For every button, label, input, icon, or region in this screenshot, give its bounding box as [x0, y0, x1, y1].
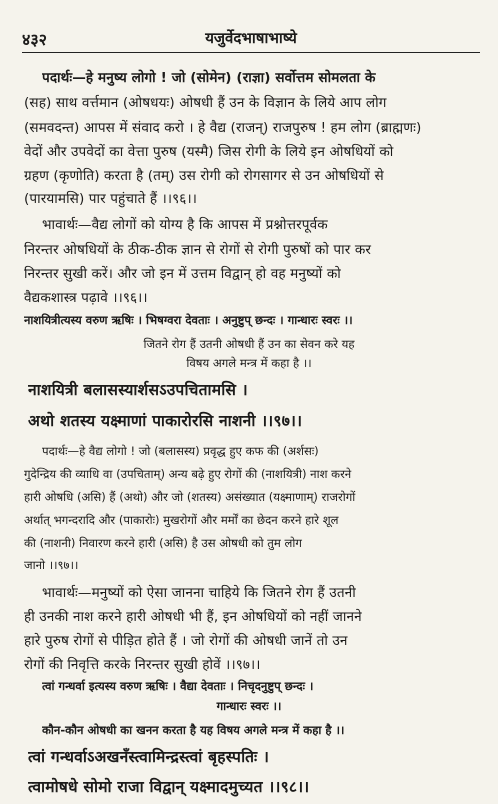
padartha-96-line-2: (सह) साथ वर्त्तमान (ओषधयः) ओषधी हैं उन के विज्ञान के लिये आप लोग: [24, 95, 387, 111]
bhavartha-97-line-1: भावार्थः—मनुष्यों को ऐसा जानना चाहिये कि जितने रोग हैं उतनी: [42, 585, 356, 601]
padartha-97-line-6: जानो ।।९७।।: [24, 558, 79, 572]
topic-97-line-2: विषय अगले मन्त्र में कहा है ।।: [186, 356, 312, 370]
padartha-96-line-6: (पारयामसि) पार पहुंचाते हैं ।।९६।।: [24, 191, 197, 207]
padartha-97-line-1: पदार्थः—हे वैद्य लोगो ! जो (बलासस्य) प्रवृद्ध हुए कफ की (अर्शसः): [42, 444, 319, 458]
mantra-98-line-1: त्वां गन्धर्वाऽअखनँस्त्वामिन्द्रस्त्वां बृहस्पतिः ।: [28, 748, 270, 766]
page-number: ४३२: [22, 30, 47, 49]
bhavartha-96-line-3: निरन्तर सुखी करें। और जो इन में उत्तम विद्वान् हो वह मनुष्यों को: [24, 266, 341, 282]
running-title: यजुर्वेदभाषाभाष्ये: [205, 29, 297, 47]
bhavartha-96-line-1: भावार्थः—वैद्य लोगों को योग्य है कि आपस में प्रश्नोत्तरपूर्वक: [42, 217, 328, 233]
mantra-97-line-2: अथो शतस्य यक्ष्माणां पाकारोरसि नाशनी ।।९७।।: [28, 412, 303, 430]
topic-98: कौन-कौन ओषधी का खनन करता है यह विषय अगले मन्त्र में कहा है ।।: [42, 723, 345, 737]
bhavartha-96-line-2: निरन्तर ओषधियों के ठीक-ठीक ज्ञान से रोगों से रोगी पुरुषों को पार कर: [24, 242, 372, 258]
padartha-96-line-3: (समवदन्त) आपस में संवाद करो । हे वैद्य (राजन्) राजपुरुष ! हम लोग (ब्राह्मणः): [24, 120, 422, 136]
rishi-devata-98-line-1: त्वां गन्धर्वा इत्यस्य वरुण ऋषिः । वैद्या देवताः । निचृदनुष्टुप् छन्दः ।: [42, 679, 314, 693]
rishi-devata-97: नाशयित्रीत्यस्य वरुण ऋषिः । भिषग्वरा देवताः । अनुष्टुप् छन्दः । गान्धारः स्वरः ।।: [24, 313, 353, 327]
padartha-96-line-4: वेदों और उपवेदों का वेत्ता पुरुष (यस्मै) जिस रोगी के लिये इन ओषधियों को: [24, 144, 394, 160]
padartha-96-line-5: ग्रहण (कृणोति) करता है (तम्) उस रोगी को रोगसागर से उन ओषधियों से: [24, 168, 384, 184]
bhavartha-97-line-4: रोगों की निवृत्ति करके निरन्तर सुखी होवें ।।९७।।: [24, 657, 261, 673]
mantra-98-line-2: त्वामोषधे सोमो राजा विद्वान् यक्ष्मादमुच्यत ।।९८।।: [28, 778, 310, 796]
page-header: [22, 26, 480, 52]
bhavartha-97-line-2: ही उनकी नाश करने हारी ओषधी भी हैं, इन ओषधियों को नहीं जानने: [24, 609, 362, 625]
topic-97-line-1: जितने रोग हैं उतनी ओषधी हैं उन का सेवन करे यह: [143, 337, 355, 351]
padartha-97-line-5: की (नाशनी) निवारण करने हारी (असि) है उस ओषधी को तुम लोग: [24, 536, 302, 550]
mantra-97-line-1: नाशयित्री बलासस्यार्शसऽउपचितामसि ।: [28, 381, 248, 399]
header-rule: [22, 52, 480, 53]
padartha-97-line-4: अर्थात् भगन्दरादि और (पाकारोः) मुखरोगों और मर्मों का छेदन करने हारे शूल: [24, 513, 339, 527]
bhavartha-96-line-4: वैद्यकशास्त्र पढ़ावे ।।९६।।: [24, 290, 148, 306]
padartha-96-line-1: पदार्थः—हे मनुष्य लोगो ! जो (सोमेन) (राज्ञा) सर्वोत्तम सोमलता के: [42, 70, 376, 86]
padartha-97-line-3: हारी ओषधि (असि) हैं (अथो) और जो (शतस्य) असंख्यात (यक्ष्माणाम्) राजरोगों: [24, 490, 356, 504]
rishi-devata-98-line-2: गान्धारः स्वरः ।।: [216, 699, 282, 713]
bhavartha-97-line-3: हारे पुरुष रोगों से पीड़ित होते हैं । जो रोगों की ओषधी जानें तो उन: [24, 633, 348, 649]
padartha-97-line-2: गुदेन्द्रिय की व्याधि वा (उपचिताम्) अन्य बढ़े हुए रोगों की (नाशयित्री) नाश करने: [24, 467, 352, 481]
